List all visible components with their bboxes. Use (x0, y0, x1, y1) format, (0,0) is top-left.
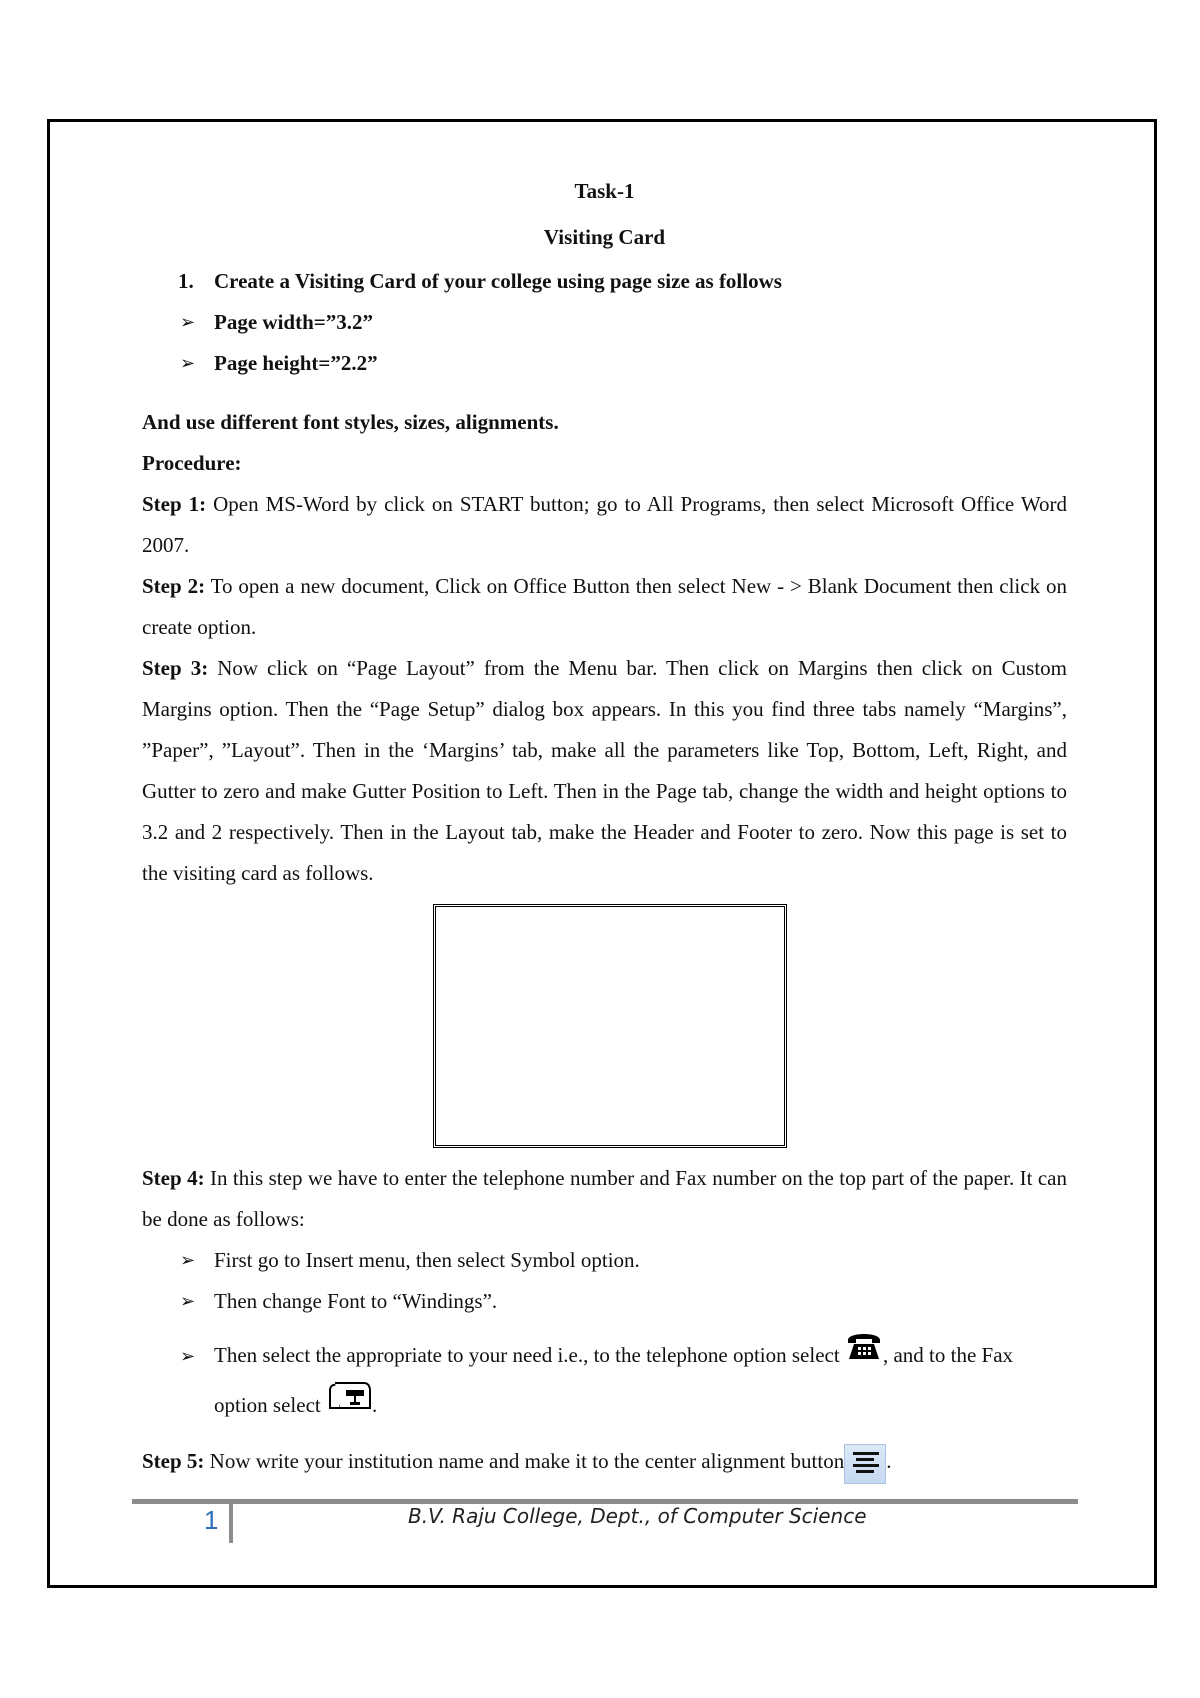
step-2: Step 2: To open a new document, Click on Office Button then select New - > Blank Document then click on create option. (142, 574, 1067, 639)
step-3: Step 3: Now click on “Page Layout” from the Menu bar. Then click on Margins then click on Custom Margins option. Then the “Page Setup” dialog box appears. In this you find three tabs namely “Margins”, ”Paper”, ”Layout”. Then in the ‘Margins’ tab, make all the parameters like Top, Bottom, Left, Right, and Gutter to zero and make Gutter Position to Left. Then in the Page tab, change the width and height options to 3.2 and 2 respectively. Then in the Layout tab, make the Header and Footer to zero. Now this page is set to the visiting card as follows. (142, 656, 1067, 885)
step-1: Step 1: Open MS-Word by click on START button; go to All Programs, then select Microsoft Office Word 2007. (142, 492, 1067, 557)
arrowhead-bullet-icon: ➢ (180, 312, 196, 333)
step-4-bullet-2 (142, 1281, 1067, 1322)
bullet-text: , and to the Fax option select (214, 1343, 1014, 1417)
bullet-text: Then select the appropriate to your need i.e., to the telephone option select (214, 1343, 845, 1367)
arrowhead-bullet-icon: ➢ (180, 1250, 196, 1271)
footer-divider (229, 1502, 233, 1543)
bullet-text: . (371, 1393, 378, 1417)
document-body (142, 168, 1067, 1484)
task-title: Task-1 (574, 179, 635, 203)
footer-text: B.V. Raju College, Dept., of Computer Science (408, 1504, 867, 1528)
spec-item-height (142, 343, 1067, 384)
task-text: Create a Visiting Card of your college using page size as follows (214, 269, 782, 293)
step-4-bullet-3 (142, 1328, 1067, 1430)
task-number: 1. (178, 269, 194, 293)
instruction: And use different font styles, sizes, alignments. (142, 410, 559, 434)
procedure-heading: Procedure: (142, 451, 242, 475)
spec-text: Page height=”2.2” (214, 351, 378, 375)
page-number: 1 (204, 1505, 219, 1535)
step-4: Step 4: In this step we have to enter the telephone number and Fax number on the top part of the paper. It can be done as follows: (142, 1166, 1067, 1231)
bullet-text: First go to Insert menu, then select Symbol option. (214, 1248, 640, 1272)
center-align-icon (844, 1444, 886, 1484)
step-4-bullet-1 (142, 1240, 1067, 1281)
bullet-text: Then change Font to “Windings”. (214, 1289, 498, 1313)
arrowhead-bullet-icon: ➢ (180, 353, 196, 374)
spec-item-width (142, 302, 1067, 343)
spec-text: Page width=”3.2” (214, 310, 373, 334)
task-item (142, 260, 1067, 302)
task-subtitle: Visiting Card (543, 225, 666, 249)
fax-icon (326, 1380, 372, 1430)
step-5: Step 5: Now write your institution name and make it to the center alignment button . (142, 1438, 1067, 1484)
visiting-card-preview (433, 904, 787, 1148)
telephone-icon (845, 1328, 883, 1380)
arrowhead-bullet-icon: ➢ (180, 1346, 196, 1367)
arrowhead-bullet-icon: ➢ (180, 1291, 196, 1312)
